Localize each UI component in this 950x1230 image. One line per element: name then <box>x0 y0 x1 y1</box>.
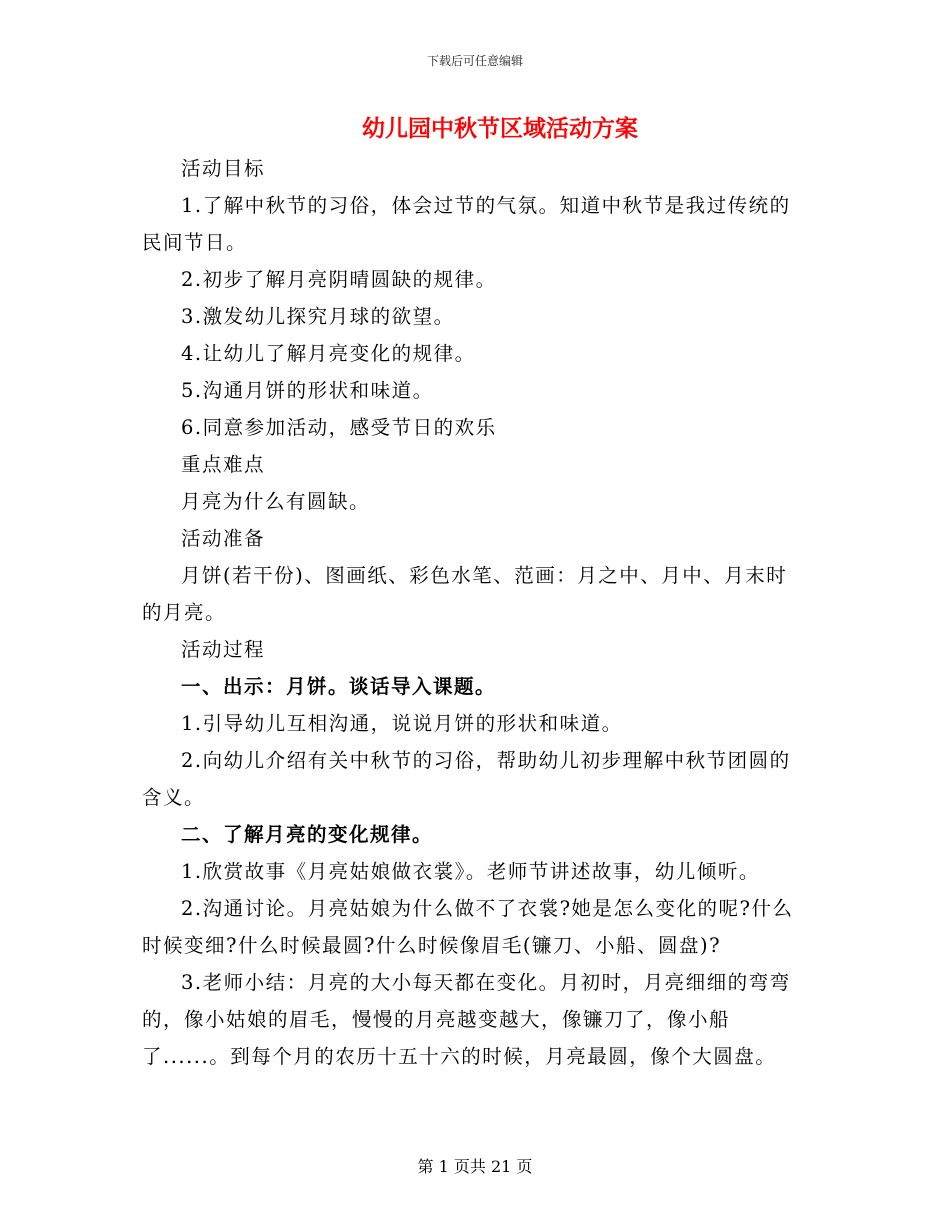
document-body <box>142 150 807 1075</box>
paragraph-step-two-1: 1.欣赏故事《月亮姑娘做衣裳》。老师节讲述故事，幼儿倾听。 <box>181 860 760 883</box>
paragraph-step-one-heading: 一、出示：月饼。谈话导入课题。 <box>181 675 497 698</box>
page-header: 下载后可任意编辑 <box>426 54 523 68</box>
paragraph-step-two-3: 3.老师小结：月亮的大小每天都在变化。月初时，月亮细细的弯弯的，像小姑娘的眉毛，慢慢的月亮越变越大，像镰刀了，像小船了......。到每个月的农历十五十六的时候，月亮最圆，像个大圆盘。 <box>142 971 791 1068</box>
paragraph-step-two-2: 2.沟通讨论。月亮姑娘为什么做不了衣裳?她是怎么变化的呢?什么时候变细?什么时候最圆?什么时候像眉毛(镰刀、小船、圆盘)? <box>142 897 794 957</box>
paragraph-key-points: 月亮为什么有圆缺。 <box>181 490 371 513</box>
paragraph-step-one-2: 2.向幼儿介绍有关中秋节的习俗，帮助幼儿初步理解中秋节团圆的含义。 <box>142 749 791 809</box>
paragraph-step-two-heading: 二、了解月亮的变化规律。 <box>181 823 434 846</box>
page-footer: 第 1 页共 21 页 <box>417 1157 533 1176</box>
paragraph-step-one-1: 1.引导幼儿互相沟通，说说月饼的形状和味道。 <box>181 712 623 735</box>
paragraph-goal-1: 1.了解中秋节的习俗，体会过节的气氛。知道中秋节是我过传统的民间节日。 <box>142 194 791 254</box>
paragraph-process-heading: 活动过程 <box>181 638 266 661</box>
paragraph-goal-2: 2.初步了解月亮阴晴圆缺的规律。 <box>181 268 497 291</box>
paragraph-goal-6: 6.同意参加活动，感受节日的欢乐 <box>181 416 497 439</box>
document-title: 幼儿园中秋节区域活动方案 <box>362 115 638 142</box>
paragraph-preparation: 月饼(若干份)、图画纸、彩色水笔、范画：月之中、月中、月末时的月亮。 <box>142 564 788 624</box>
paragraph-goal-5: 5.沟通月饼的形状和味道。 <box>181 379 434 402</box>
paragraph-goal-3: 3.激发幼儿探究月球的欲望。 <box>181 305 455 328</box>
paragraph-goal-4: 4.让幼儿了解月亮变化的规律。 <box>181 342 476 365</box>
paragraph-key-points-heading: 重点难点 <box>181 453 266 476</box>
paragraph-section-goals-heading: 活动目标 <box>181 157 266 180</box>
paragraph-preparation-heading: 活动准备 <box>181 527 266 550</box>
